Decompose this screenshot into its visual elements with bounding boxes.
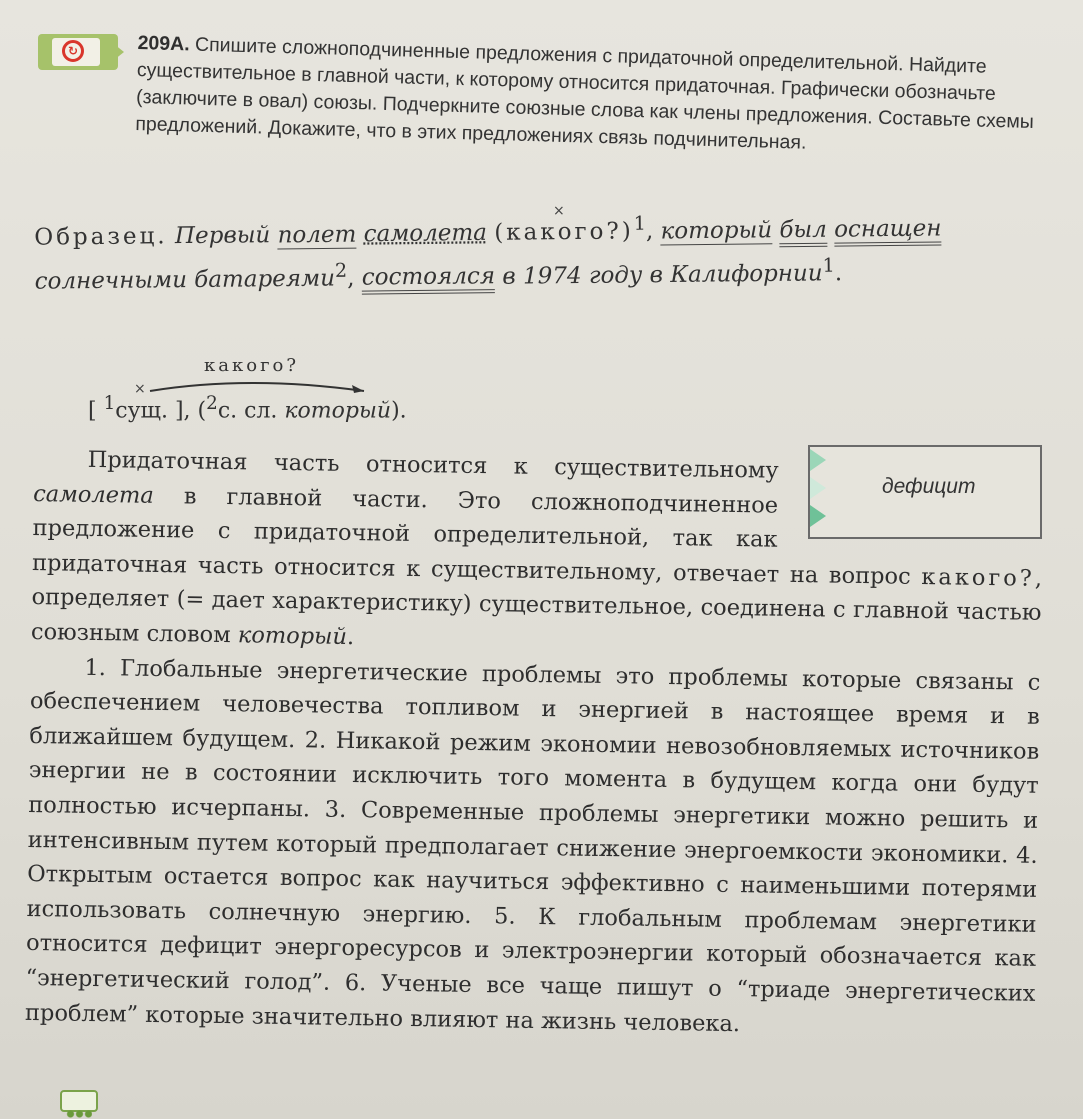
sentence-scheme bbox=[88, 355, 548, 425]
subject-underline: полет bbox=[277, 221, 357, 249]
task-text: Спишите сложноподчиненные предложения с придаточной определительной. Найдите существительное в главной части, к которому относится придаточная. Графически обозначьте (заключите в овал) союзы. Подчеркните союзные слова как члены предложения. Составьте схемы предложений. Докажите, что в этих предложениях связь подчинительная. bbox=[135, 33, 1035, 154]
exercise-type-icon bbox=[38, 34, 118, 70]
sample-sentence: Образец. Первый полет самолета (какого?)$^1$, который был оснащен солнечными батареями$^2$, состоялся в 1974 году в Калифорнии$^1$. bbox=[34, 211, 942, 295]
task-statement bbox=[135, 30, 1048, 163]
predicate-underline: был bbox=[779, 216, 827, 246]
cross-mark: × bbox=[553, 203, 565, 219]
scheme-formula: [ $^1$сущ. ], ($^2$с. сл. который). bbox=[88, 393, 407, 424]
main-predicate-underline: состоялся bbox=[362, 263, 496, 294]
relative-word-underline: который bbox=[660, 216, 773, 245]
task-number: 209А. bbox=[137, 31, 190, 56]
scheme-question: какого? bbox=[204, 355, 299, 376]
predicate-underline-2: оснащен bbox=[834, 215, 942, 246]
svg-text:×: × bbox=[134, 381, 146, 397]
exercise-sentences: 1. Глобальные энергетические проблемы это проблемы которые связаны с обеспечением человечества топливом и энергией в настоящее время и в ближайшем будущем. 2. Никакой режим экономии невозобновляемых источников энергии не в состоянии исключить того момента в будущем когда они будут полностью исчерпаны. 3. Современные проблемы энергетики можно решить и интенсивным путем который предполагает снижение энергоемкости экономики. 4. Открытым остается вопрос как научиться эффективно с наименьшими потерями использовать солнечную энергию. 5. К глобальным проблемам энергетики относится дефицит энергоресурсов и электроэнергии который обозначается как “энергетический голод”. 6. Ученые все чаще пишут о “триаде энергетических проблем” которые значительно влияют на жизнь человека. bbox=[24, 654, 1041, 1037]
repeat-icon: ↻ bbox=[62, 40, 84, 62]
body-text bbox=[25, 442, 1044, 1046]
attribute-dotted: самолета bbox=[363, 219, 488, 248]
vocabulary-word: дефицит bbox=[882, 475, 976, 498]
explanation-paragraph: Придаточная часть относится к существительному самолета в главной части. Это сложноподчиненное предложение с придаточной определительной, так как придаточная часть относится к существительному, отвечает на вопрос какого?, определяет (= дает характеристику) существительное, соединена с главной частью союзным словом который. bbox=[30, 446, 1043, 651]
speech-bubble-icon bbox=[60, 1090, 98, 1112]
question-word: (какого?) bbox=[494, 218, 634, 246]
sample-label: Образец. bbox=[34, 223, 168, 251]
